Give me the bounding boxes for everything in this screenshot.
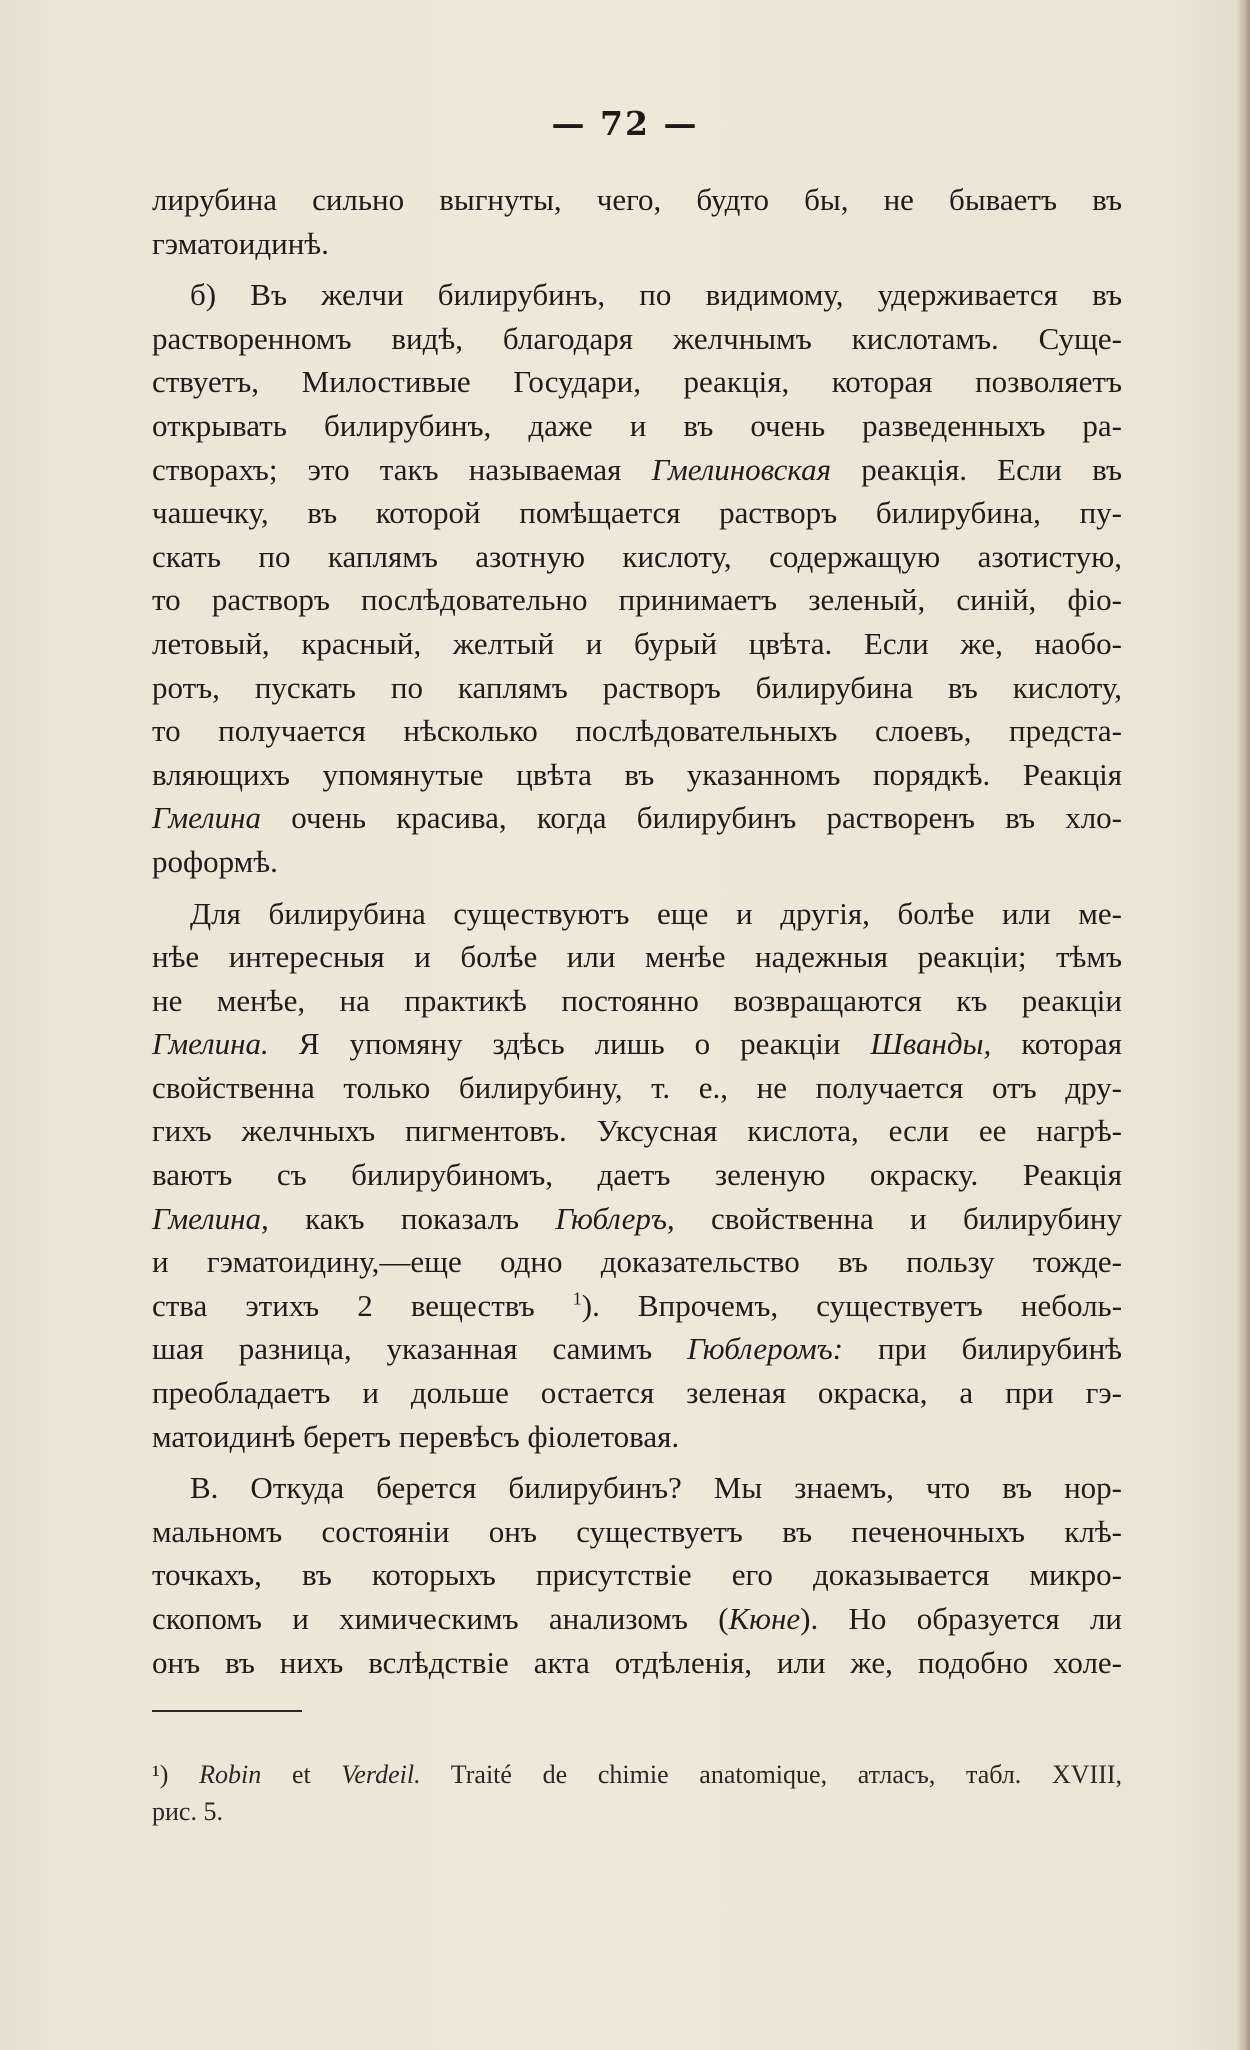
text-line: то растворъ послѣдовательно принимаетъ зеленый, синій, фіо- — [152, 582, 1122, 618]
italic-term: Гмелиновская — [651, 451, 832, 487]
text-span: которая — [1021, 1026, 1123, 1062]
text-line: гихъ желчныхъ пигментовъ. Уксусная кислота, если ее нагрѣ- — [152, 1113, 1122, 1149]
text-line — [152, 1197, 1122, 1241]
footnote-line — [152, 1756, 1122, 1793]
text-line — [152, 1327, 1122, 1371]
text-span: очень красива, когда билирубинъ растворенъ въ хло- — [291, 800, 1122, 836]
text-span: скопомъ и химическимъ анализомъ ( — [152, 1601, 729, 1636]
italic-term: Шванды, — [870, 1026, 992, 1062]
text-line: скать по каплямъ азотную кислоту, содержащую азотистую, — [152, 538, 1122, 574]
text-span: створахъ; это такъ называемая — [152, 451, 622, 487]
text-span: реакція. Если въ — [861, 451, 1122, 487]
footnote-conj: et — [291, 1760, 311, 1789]
body-text — [152, 178, 1122, 1684]
footnote-rule — [152, 1710, 302, 1712]
italic-term: Гмелина, — [152, 1200, 269, 1236]
footnote-title: Traité de chimie anatomique, — [450, 1760, 828, 1789]
text-span: Я упомяну здѣсь лишь о реакціи — [298, 1026, 841, 1062]
text-line: нѣе интересныя и болѣе или менѣе надежныя реакціи; тѣмъ — [152, 939, 1122, 975]
footnote — [152, 1756, 1122, 1830]
text-line: лирубина сильно выгнуты, чего, будто бы, не бываетъ въ — [152, 182, 1122, 217]
text-line: чашечку, въ которой помѣщается растворъ билирубина, пу- — [152, 495, 1122, 531]
text-line — [152, 1022, 1122, 1066]
text-span: при билирубинѣ — [878, 1331, 1123, 1367]
text-line: онъ въ нихъ вслѣдствіе акта отдѣленія, или же, подобно холе- — [152, 1644, 1122, 1680]
footnote-marker: ¹) — [152, 1760, 169, 1789]
text-line: ваютъ съ билирубиномъ, даетъ зеленую окраску. Реакція — [152, 1157, 1122, 1193]
italic-term: Кюне — [728, 1601, 801, 1636]
text-line: В. Откуда берется билирубинъ? Мы знаемъ, что въ нор- — [190, 1470, 1122, 1506]
text-line — [152, 796, 1122, 840]
footnote-author: Verdeil. — [341, 1760, 421, 1789]
text-line: растворенномъ видѣ, благодаря желчнымъ кислотамъ. Суще- — [152, 320, 1122, 356]
text-span: ). Впрочемъ, существуетъ неболь- — [581, 1287, 1123, 1323]
italic-term: Гюблеръ, — [555, 1200, 675, 1236]
text-line: матоидинѣ беретъ перевѣсъ фіолетовая. — [152, 1418, 680, 1454]
text-line: роформѣ. — [152, 843, 278, 879]
text-line: мальномъ состояніи онъ существуетъ въ печеночныхъ клѣ- — [152, 1513, 1122, 1549]
text-line: свойственна только билирубину, т. е., не получается отъ дру- — [152, 1069, 1122, 1105]
text-span: ства этихъ 2 веществъ — [152, 1287, 535, 1323]
text-span: ). Но образуется ли — [800, 1601, 1123, 1636]
text-span: свойственна и билирубину — [711, 1200, 1122, 1236]
text-line: ротъ, пускать по каплямъ растворъ билирубина въ кислоту, — [152, 669, 1122, 705]
text-line — [152, 1597, 1122, 1641]
text-line — [152, 448, 1122, 492]
text-line: не менѣе, на практикѣ постоянно возвращаются къ реакціи — [152, 982, 1122, 1018]
italic-term: Гюблеромъ: — [687, 1331, 844, 1367]
text-span: какъ показалъ — [305, 1200, 520, 1236]
text-line: то получается нѣсколько послѣдовательныхъ слоевъ, предста- — [152, 713, 1122, 749]
text-span: шая разница, указанная самимъ — [152, 1331, 653, 1367]
footnote-rest: атласъ, табл. XVIII, — [857, 1760, 1123, 1789]
text-line: преобладаетъ и дольше остается зеленая окраска, а при гэ- — [152, 1375, 1122, 1411]
italic-term: Гмелина. — [152, 1026, 269, 1062]
text-line: гэматоидинѣ. — [152, 225, 329, 261]
text-line: б) Въ желчи билирубинъ, по видимому, удерживается въ — [190, 277, 1122, 313]
text-line — [152, 1284, 1122, 1328]
text-line: вляющихъ упомянутые цвѣта въ указанномъ порядкѣ. Реакція — [152, 756, 1122, 792]
footnote-line: рис. 5. — [152, 1797, 223, 1826]
footnote-author: Robin — [199, 1760, 262, 1789]
footnote-ref: 1 — [572, 1288, 582, 1309]
italic-term: Гмелина — [152, 800, 262, 836]
text-line: ствуетъ, Милостивые Государи, реакція, которая позволяетъ — [152, 364, 1122, 400]
text-line: летовый, красный, желтый и бурый цвѣта. Если же, наобо- — [152, 625, 1122, 661]
page-number: — 72 — — [551, 104, 699, 143]
text-line: точкахъ, въ которыхъ присутствіе его доказывается микро- — [152, 1557, 1122, 1593]
page-edge-shadow — [1236, 0, 1250, 2050]
text-line: открывать билирубинъ, даже и въ очень разведенныхъ ра- — [152, 407, 1122, 443]
text-line: Для билирубина существуютъ еще и другія, болѣе или ме- — [190, 895, 1122, 931]
text-line: и гэматоидину,—еще одно доказательство въ пользу тожде- — [152, 1244, 1122, 1280]
